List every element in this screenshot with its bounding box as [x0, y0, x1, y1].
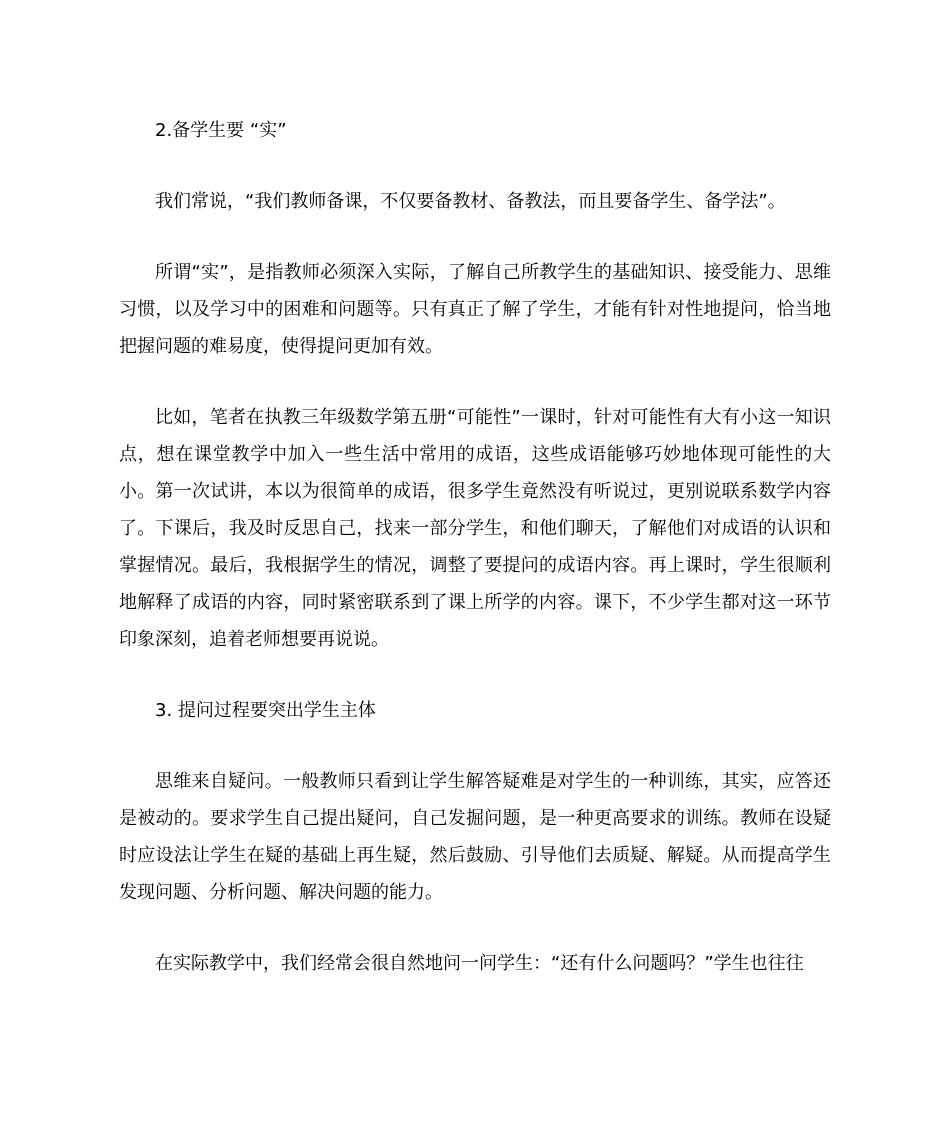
paragraph-quote: 我们常说，“我们教师备课，不仅要备教材、备教法，而且要备学生、备学法”。 [155, 191, 786, 212]
paragraph-gap [119, 220, 831, 254]
paragraph-gap [119, 365, 831, 399]
paragraph-gap [119, 911, 831, 945]
paragraph-gap [119, 658, 831, 692]
paragraph-practice: 在实际教学中，我们经常会很自然地问一问学生：“还有什么问题吗？”学生也往往 [155, 953, 804, 974]
paragraph-example: 比如，笔者在执教三年级数学第五册“可能性”一课时，针对可能性有大有小这一知识点，想在课堂教学中加入一些生活中常用的成语，这些成语能够巧妙地体现可能性的大小。第一次试讲，本以为很简单的成语，很多学生竟然没有听说过，更别说联系数学内容了。下课后，我及时反思自己，找来一部分学生，和他们聊天，了解他们对成语的认识和掌握情况。最后，我根据学生的情况，调整了要提问的成语内容。再上课时，学生很顺利地解释了成语的内容，同时紧密联系到了课上所学的内容。课下，不少学生都对这一环节印象深刻，追着老师想要再说说。 [119, 407, 831, 650]
paragraph-gap [119, 729, 831, 763]
section-heading-2: 2.备学生要 “实” [155, 120, 287, 141]
paragraph-definition: 所谓“实”，是指教师必须深入实际，了解自己所教学生的基础知识、接受能力、思维习惯，以及学习中的困难和问题等。只有真正了解了学生，才能有针对性地提问，恰当地把握问题的难易度，使得提问更加有效。 [119, 262, 831, 357]
paragraph-gap [119, 149, 831, 183]
paragraph-questioning: 思维来自疑问。一般教师只看到让学生解答疑难是对学生的一种训练，其实，应答还是被动的。要求学生自己提出疑问，自己发掘问题，是一种更高要求的训练。教师在设疑时应设法让学生在疑的基础上再生疑，然后鼓励、引导他们去质疑、解疑。从而提高学生发现问题、分析问题、解决问题的能力。 [119, 771, 831, 903]
document-body [119, 112, 831, 982]
section-heading-3: 3. 提问过程要突出学生主体 [155, 700, 376, 721]
